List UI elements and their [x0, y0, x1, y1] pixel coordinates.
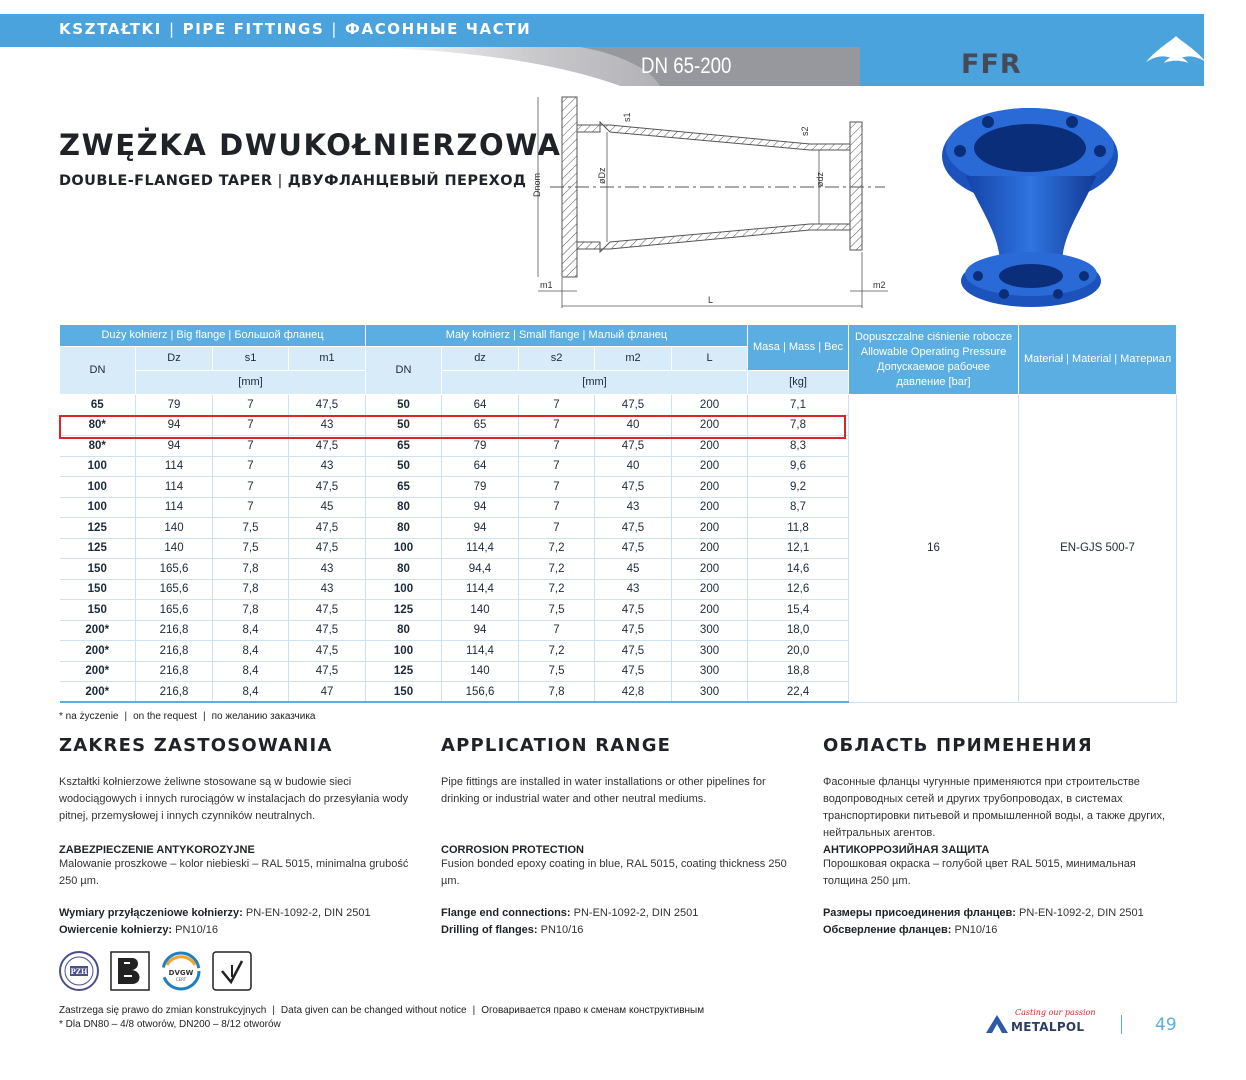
table-cell: 43: [289, 415, 366, 436]
table-cell: 150: [60, 579, 136, 600]
table-cell: 7: [213, 497, 289, 518]
table-cell: 12,6: [748, 579, 849, 600]
table-cell: 125: [366, 661, 442, 682]
notice-ru: Оговаривается право к сменам конструктивным: [481, 1005, 705, 1016]
band-part-en: PIPE FITTINGS: [182, 20, 325, 38]
section-pl: [59, 735, 414, 939]
table-cell: 47,5: [595, 395, 672, 416]
table-cell: 47,5: [595, 641, 672, 662]
technical-drawing: [530, 92, 890, 310]
table-cell: 200*: [60, 641, 136, 662]
table-cell: 8,7: [748, 497, 849, 518]
table-cell: 7,8: [519, 682, 595, 703]
footnote-separator: |: [203, 711, 206, 722]
table-cell: 7,5: [213, 518, 289, 539]
table-cell: 14,6: [748, 559, 849, 580]
table-cell: 200: [672, 477, 748, 498]
page-number: 49: [1155, 1015, 1177, 1035]
table-cell: 80: [366, 497, 442, 518]
table-cell: 22,4: [748, 682, 849, 703]
table-cell: 47,5: [595, 661, 672, 682]
table-cell: 80*: [60, 415, 136, 436]
brand-tagline: Casting our passion: [1015, 1008, 1096, 1017]
header-dz: dz: [442, 347, 519, 371]
dim-s2: s2: [800, 126, 810, 136]
dims-line-ru: [823, 905, 1178, 922]
corrosion-heading-en: CORROSION PROTECTION: [441, 844, 585, 856]
table-cell: 18,0: [748, 620, 849, 641]
table-cell: 150: [60, 600, 136, 621]
drill-value-ru: PN10/16: [951, 924, 998, 936]
table-cell: 216,8: [136, 682, 213, 703]
table-cell: 140: [136, 538, 213, 559]
product-code: FFR: [961, 49, 1022, 80]
corrosion-text-ru: Порошковая окраска – голубой цвет RAL 5015, минимальная толщина 250 µm.: [823, 858, 1136, 887]
drill-value-en: PN10/16: [537, 924, 584, 936]
footer-notes: [59, 1004, 704, 1032]
drill-line-en: [441, 922, 796, 939]
table-cell: 43: [289, 579, 366, 600]
table-row: [60, 395, 1177, 416]
table-cell: 47,5: [289, 395, 366, 416]
table-cell: 80: [366, 620, 442, 641]
table-cell: 100: [60, 456, 136, 477]
table-cell: 114: [136, 497, 213, 518]
table-cell: 8,4: [213, 620, 289, 641]
table-cell: 20,0: [748, 641, 849, 662]
table-cell: 47,5: [289, 538, 366, 559]
section-text-en: Pipe fittings are installed in water installations or other pipelines for drinking or industrial water and other neutral mediums.: [441, 776, 766, 805]
table-cell: 300: [672, 620, 748, 641]
band-separator: |: [168, 20, 176, 38]
table-cell: 8,4: [213, 661, 289, 682]
table-cell: 47,5: [289, 620, 366, 641]
table-cell: 100: [60, 477, 136, 498]
table-cell: 47,5: [595, 436, 672, 457]
dim-l: L: [708, 295, 714, 305]
dims-value-pl: PN-EN-1092-2, DIN 2501: [242, 907, 371, 919]
page-separator: [1121, 1015, 1122, 1034]
metalpol-logo-icon: [985, 1014, 1009, 1034]
table-cell: 200: [672, 395, 748, 416]
band-part-pl: KSZTAŁTKI: [59, 20, 162, 38]
header-unit-mm-small: [mm]: [442, 371, 748, 395]
certificate-badges: [59, 950, 252, 992]
table-cell: 200*: [60, 661, 136, 682]
dims-label-pl: Wymiary przyłączeniowe kołnierzy:: [59, 907, 243, 919]
header-pressure: Dopuszczalne ciśnienie robocze Allowable Operating Pressure Допускаемое рабочее давление [bar]: [849, 325, 1019, 395]
table-cell: 125: [60, 518, 136, 539]
table-cell: 150: [366, 682, 442, 703]
table-cell: 9,2: [748, 477, 849, 498]
table-cell: 200: [672, 579, 748, 600]
table-cell: 200: [672, 559, 748, 580]
table-cell: 200: [672, 497, 748, 518]
table-cell: 114: [136, 456, 213, 477]
header-dn: DN: [60, 347, 136, 395]
table-cell: 156,6: [442, 682, 519, 703]
table-cell: 45: [289, 497, 366, 518]
table-cell: 64: [442, 395, 519, 416]
table-cell: 140: [136, 518, 213, 539]
table-cell: 7,1: [748, 395, 849, 416]
table-cell: 7: [213, 456, 289, 477]
table-cell: 7: [519, 477, 595, 498]
section-heading-en: APPLICATION RANGE: [441, 735, 672, 756]
drill-label-ru: Обсверление фланцев:: [823, 924, 952, 936]
band-separator: |: [331, 20, 339, 38]
table-cell: 79: [442, 436, 519, 457]
table-cell: 7,8: [748, 415, 849, 436]
section-ru: [823, 735, 1178, 939]
table-cell: 100: [60, 497, 136, 518]
table-cell: 43: [289, 559, 366, 580]
table-cell: 100: [366, 538, 442, 559]
table-cell: 8,4: [213, 682, 289, 703]
table-cell: 100: [366, 641, 442, 662]
corrosion-heading-pl: ZABEZPIECZENIE ANTYKOROZYJNE: [59, 844, 255, 856]
table-cell: 7,8: [213, 579, 289, 600]
table-cell: 50: [366, 415, 442, 436]
table-cell: 100: [366, 579, 442, 600]
corrosion-text-pl: Malowanie proszkowe – kolor niebieski – RAL 5015, minimalna grubość 250 µm.: [59, 858, 409, 887]
dn-range: DN 65-200: [641, 53, 732, 78]
footnote-request: [59, 711, 316, 722]
table-cell: 140: [442, 600, 519, 621]
header-big-flange: Duży kołnierz | Big flange | Большой фланец: [60, 325, 366, 347]
table-cell: 42,8: [595, 682, 672, 703]
spec-table-body: [60, 395, 1177, 703]
section-en: [441, 735, 796, 939]
table-cell: 125: [366, 600, 442, 621]
table-cell: 7,8: [213, 559, 289, 580]
table-cell: 47,5: [289, 518, 366, 539]
section-text-pl: Kształtki kołnierzowe żeliwne stosowane są w budowie sieci wodociągowych i innych rurociągów w instalacjach do przesyłania wody pitnej, przemysłowej i innych czynników neutralnych.: [59, 776, 409, 822]
pressure-value: 16: [849, 395, 1019, 703]
table-cell: 50: [366, 456, 442, 477]
table-cell: 7,5: [519, 600, 595, 621]
table-cell: 200: [672, 518, 748, 539]
table-cell: 7: [213, 395, 289, 416]
table-cell: 65: [60, 395, 136, 416]
table-cell: 65: [366, 477, 442, 498]
table-cell: 47,5: [595, 477, 672, 498]
table-cell: 7: [213, 415, 289, 436]
header-unit-kg: [kg]: [748, 371, 849, 395]
table-cell: 94,4: [442, 559, 519, 580]
table-cell: 43: [289, 456, 366, 477]
table-cell: 200: [672, 600, 748, 621]
table-cell: 94: [442, 518, 519, 539]
corrosion-text-en: Fusion bonded epoxy coating in blue, RAL 5015, coating thickness 250 µm.: [441, 858, 787, 887]
table-cell: 8,3: [748, 436, 849, 457]
table-cell: 12,1: [748, 538, 849, 559]
dim-m1: m1: [540, 280, 553, 290]
table-cell: 150: [60, 559, 136, 580]
subtitle-en: DOUBLE-FLANGED TAPER: [59, 173, 273, 189]
table-cell: 216,8: [136, 620, 213, 641]
table-cell: 7,2: [519, 579, 595, 600]
dvgw-certificate-icon: [161, 951, 201, 991]
dims-value-ru: PN-EN-1092-2, DIN 2501: [1015, 907, 1144, 919]
footnote-holes: * Dla DN80 – 4/8 otworów, DN200 – 8/12 otworów: [59, 1019, 281, 1030]
table-cell: 7: [519, 395, 595, 416]
table-cell: 47,5: [595, 538, 672, 559]
subtitle-separator: |: [277, 173, 283, 189]
table-cell: 7,2: [519, 538, 595, 559]
table-cell: 11,8: [748, 518, 849, 539]
header-m1: m1: [289, 347, 366, 371]
table-cell: 114: [136, 477, 213, 498]
header-unit-mm: [mm]: [136, 371, 366, 395]
drill-line-ru: [823, 922, 1178, 939]
hygiene-certificate-icon: [212, 951, 252, 991]
table-cell: 7: [519, 415, 595, 436]
pzh-certificate-icon: [59, 951, 99, 991]
footnote-separator: |: [124, 711, 128, 722]
notice-separator: |: [472, 1005, 476, 1016]
table-cell: 7: [519, 620, 595, 641]
dvgw-sublabel: CERT: [175, 977, 187, 982]
table-cell: 200*: [60, 682, 136, 703]
table-cell: 216,8: [136, 661, 213, 682]
table-cell: 300: [672, 641, 748, 662]
dims-value-en: PN-EN-1092-2, DIN 2501: [570, 907, 699, 919]
band-part-ru: ФАСОННЫЕ ЧАСТИ: [345, 20, 532, 38]
brand-name: METALPOL: [1011, 1020, 1085, 1034]
header-mass: Masa | Mass | Вес: [748, 325, 849, 371]
header-Dz: Dz: [136, 347, 213, 371]
dims-label-en: Flange end connections:: [441, 907, 571, 919]
table-cell: 47,5: [289, 600, 366, 621]
b-certificate-icon: [110, 951, 150, 991]
pzh-label: PZH: [70, 967, 88, 976]
table-cell: 7: [213, 477, 289, 498]
table-cell: 18,8: [748, 661, 849, 682]
dim-s1: s1: [622, 112, 632, 122]
table-cell: 15,4: [748, 600, 849, 621]
table-cell: 165,6: [136, 559, 213, 580]
drill-value-pl: PN10/16: [172, 924, 218, 936]
table-cell: 300: [672, 661, 748, 682]
table-cell: 47,5: [595, 518, 672, 539]
header-dn-small: DN: [366, 347, 442, 395]
footnote-request-en: on the request: [133, 711, 198, 722]
table-cell: 7,5: [519, 661, 595, 682]
table-cell: 140: [442, 661, 519, 682]
header-L: L: [672, 347, 748, 371]
table-cell: 64: [442, 456, 519, 477]
section-heading-ru: ОБЛАСТЬ ПРИМЕНЕНИЯ: [823, 735, 1093, 756]
dim-dnom: Dnom: [532, 172, 542, 197]
table-cell: 80*: [60, 436, 136, 457]
table-cell: 200: [672, 415, 748, 436]
notice-pl: Zastrzega się prawo do zmian konstrukcyjnych: [59, 1005, 267, 1016]
drill-line-pl: [59, 922, 414, 939]
table-cell: 45: [595, 559, 672, 580]
table-cell: 300: [672, 682, 748, 703]
table-cell: 8,4: [213, 641, 289, 662]
table-cell: 47,5: [595, 600, 672, 621]
section-heading-pl: ZAKRES ZASTOSOWANIA: [59, 735, 333, 756]
dim-odz-small: ødz: [815, 171, 825, 187]
table-cell: 114,4: [442, 538, 519, 559]
table-cell: 80: [366, 559, 442, 580]
dim-m2: m2: [873, 280, 886, 290]
table-cell: 216,8: [136, 641, 213, 662]
table-cell: 79: [136, 395, 213, 416]
table-cell: 200: [672, 538, 748, 559]
header-small-flange: Mały kołnierz | Small flange | Малый фланец: [366, 325, 748, 347]
table-cell: 47,5: [289, 641, 366, 662]
drill-label-pl: Owiercenie kołnierzy:: [59, 924, 173, 936]
product-image: [938, 96, 1124, 312]
table-cell: 7: [519, 436, 595, 457]
table-cell: 47,5: [289, 661, 366, 682]
table-cell: 47: [289, 682, 366, 703]
table-cell: 7,2: [519, 559, 595, 580]
table-cell: 7,8: [213, 600, 289, 621]
table-cell: 47,5: [289, 477, 366, 498]
drill-label-en: Drilling of flanges:: [441, 924, 538, 936]
table-cell: 40: [595, 415, 672, 436]
dvgw-label: DVGW: [168, 969, 194, 977]
table-cell: 200: [672, 436, 748, 457]
footnote-request-ru: по желанию заказчика: [211, 711, 316, 722]
header-m2: m2: [595, 347, 672, 371]
table-cell: 165,6: [136, 600, 213, 621]
table-cell: 50: [366, 395, 442, 416]
material-value: EN-GJS 500-7: [1019, 395, 1177, 703]
table-cell: 47,5: [595, 620, 672, 641]
table-cell: 7,5: [213, 538, 289, 559]
notice-en: Data given can be changed without notice: [280, 1005, 467, 1016]
corrosion-heading-ru: АНТИКОРРОЗИЙНАЯ ЗАЩИТА: [823, 844, 990, 856]
spec-table: [59, 324, 1177, 703]
table-cell: 7: [519, 456, 595, 477]
table-cell: 94: [442, 620, 519, 641]
product-subtitle: [59, 173, 526, 189]
table-cell: 80: [366, 518, 442, 539]
section-text-ru: Фасонные фланцы чугунные применяются при строительстве водопроводных сетей и других трубопроводах, в системах транспортировки питьевой и промышленной воды, а также других, нейтральных агентов.: [823, 776, 1165, 839]
table-cell: 165,6: [136, 579, 213, 600]
table-cell: 94: [136, 415, 213, 436]
header-s2: s2: [519, 347, 595, 371]
logo-mark-icon: [1144, 32, 1208, 72]
table-cell: 65: [442, 415, 519, 436]
dim-odz: øDz: [597, 167, 607, 184]
table-cell: 94: [136, 436, 213, 457]
subtitle-ru: ДВУФЛАНЦЕВЫЙ ПЕРЕХОД: [287, 173, 527, 189]
table-cell: 200*: [60, 620, 136, 641]
table-cell: 125: [60, 538, 136, 559]
dims-line-pl: [59, 905, 414, 922]
table-cell: 114,4: [442, 579, 519, 600]
table-cell: 200: [672, 456, 748, 477]
product-title: ZWĘŻKA DWUKOŁNIERZOWA: [59, 128, 562, 162]
dims-line-en: [441, 905, 796, 922]
table-cell: 94: [442, 497, 519, 518]
table-cell: 79: [442, 477, 519, 498]
header-s1: s1: [213, 347, 289, 371]
notice-separator: |: [272, 1005, 275, 1016]
dims-label-ru: Размеры присоединения фланцев:: [823, 907, 1016, 919]
table-cell: 47,5: [289, 436, 366, 457]
table-cell: 114,4: [442, 641, 519, 662]
table-cell: 7: [213, 436, 289, 457]
category-band-text: [59, 20, 531, 38]
table-cell: 43: [595, 579, 672, 600]
table-cell: 9,6: [748, 456, 849, 477]
footnote-request-pl: * na życzenie: [59, 711, 119, 722]
notice-line: [59, 1004, 704, 1018]
table-cell: 43: [595, 497, 672, 518]
header-material: Materiał | Material | Материал: [1019, 325, 1177, 395]
table-cell: 7,2: [519, 641, 595, 662]
table-cell: 7: [519, 518, 595, 539]
table-cell: 7: [519, 497, 595, 518]
table-cell: 40: [595, 456, 672, 477]
table-cell: 65: [366, 436, 442, 457]
